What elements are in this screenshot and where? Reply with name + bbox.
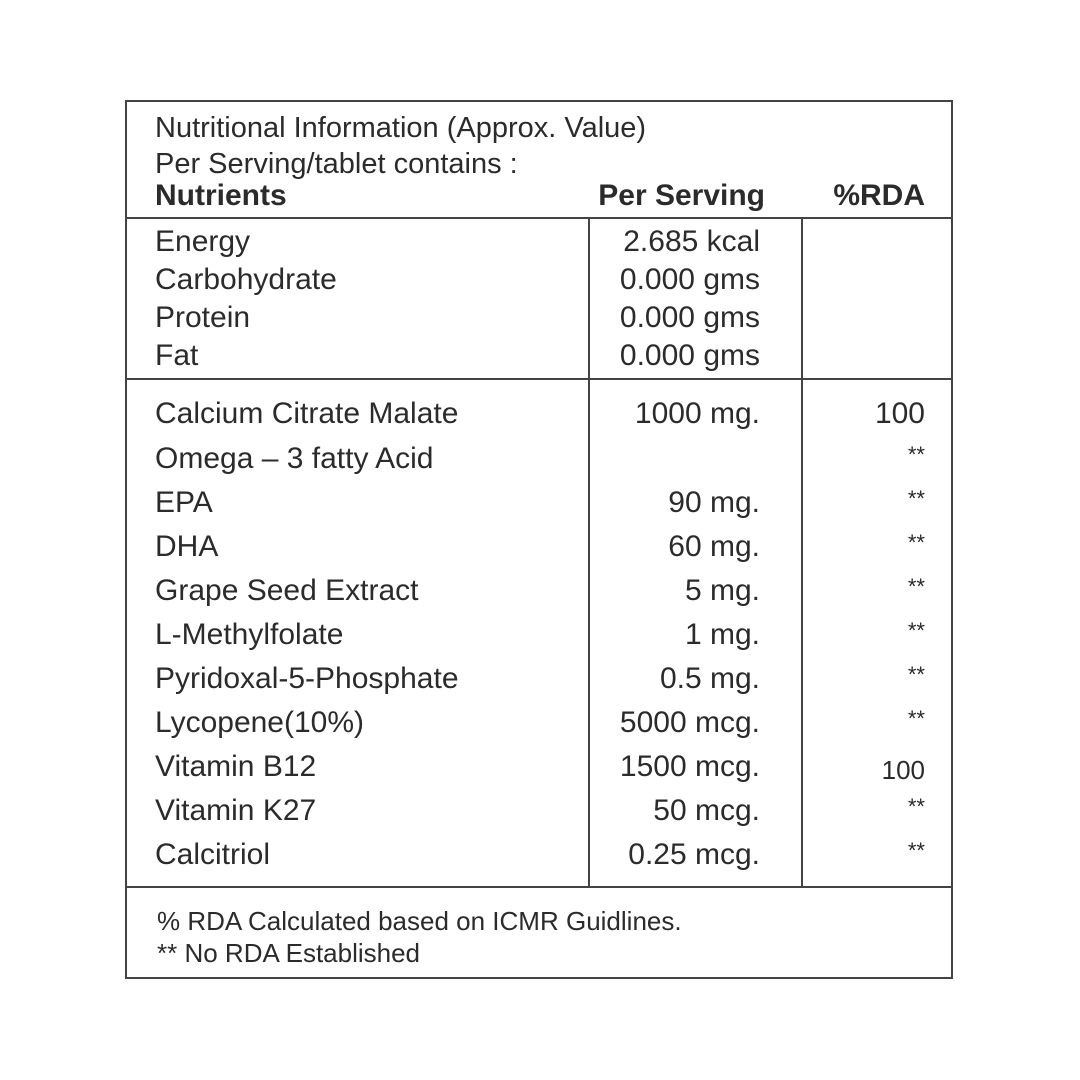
table-title: Nutritional Information (Approx. Value)	[155, 112, 647, 144]
row-rda-calcium-citrate-malate: 100	[874, 397, 925, 430]
row-value-protein: 0.000 gms	[619, 301, 760, 334]
column-divider-left	[588, 218, 590, 886]
row-rda-calcitriol: **	[907, 838, 925, 863]
row-value-lycopene: 5000 mcg.	[619, 706, 760, 739]
row-name-omega-3: Omega – 3 fatty Acid	[155, 442, 434, 475]
row-value-epa: 90 mg.	[668, 486, 760, 519]
footer-divider	[127, 886, 951, 888]
nutrition-table	[125, 100, 953, 979]
row-rda-vitamin-b12: 100	[881, 755, 925, 785]
row-value-carbohydrate: 0.000 gms	[619, 263, 760, 296]
row-value-vitamin-k27: 50 mcg.	[653, 794, 760, 827]
row-rda-epa: **	[907, 486, 925, 511]
row-value-calcitriol: 0.25 mcg.	[628, 838, 760, 871]
row-name-calcium-citrate-malate: Calcium Citrate Malate	[155, 397, 459, 430]
row-value-calcium-citrate-malate: 1000 mg.	[634, 397, 760, 430]
row-name-dha: DHA	[155, 530, 219, 563]
row-name-vitamin-b12: Vitamin B12	[155, 750, 317, 783]
row-name-calcitriol: Calcitriol	[155, 838, 271, 871]
row-name-carbohydrate: Carbohydrate	[155, 263, 337, 296]
row-name-pyridoxal-5-phosphate: Pyridoxal-5-Phosphate	[155, 662, 459, 695]
row-rda-lycopene: **	[907, 706, 925, 731]
row-value-pyridoxal-5-phosphate: 0.5 mg.	[659, 662, 760, 695]
row-name-l-methylfolate: L-Methylfolate	[155, 618, 344, 651]
row-name-vitamin-k27: Vitamin K27	[155, 794, 317, 827]
footer-note-rda-basis: % RDA Calculated based on ICMR Guidlines.	[157, 906, 682, 936]
column-header-rda: %RDA	[833, 179, 925, 212]
row-name-epa: EPA	[155, 486, 213, 519]
row-name-lycopene: Lycopene(10%)	[155, 706, 365, 739]
row-value-grape-seed-extract: 5 mg.	[684, 574, 760, 607]
row-value-l-methylfolate: 1 mg.	[684, 618, 760, 651]
row-rda-dha: **	[907, 530, 925, 555]
row-name-energy: Energy	[155, 225, 251, 258]
row-rda-vitamin-k27: **	[907, 794, 925, 819]
section-divider	[127, 378, 951, 380]
row-rda-omega-3: **	[907, 442, 925, 467]
row-name-grape-seed-extract: Grape Seed Extract	[155, 574, 419, 607]
footer-note-no-rda: ** No RDA Established	[157, 938, 421, 968]
row-rda-pyridoxal-5-phosphate: **	[907, 662, 925, 687]
column-header-per-serving: Per Serving	[598, 179, 765, 212]
column-divider-right	[801, 218, 803, 886]
row-rda-grape-seed-extract: **	[907, 574, 925, 599]
row-value-fat: 0.000 gms	[619, 339, 760, 372]
row-rda-l-methylfolate: **	[907, 618, 925, 643]
row-value-dha: 60 mg.	[668, 530, 760, 563]
row-name-protein: Protein	[155, 301, 251, 334]
row-name-fat: Fat	[155, 339, 199, 372]
table-subtitle: Per Serving/tablet contains :	[155, 148, 518, 180]
header-divider	[127, 217, 951, 219]
row-value-energy: 2.685 kcal	[623, 225, 760, 258]
row-value-vitamin-b12: 1500 mcg.	[619, 750, 760, 783]
column-header-nutrients: Nutrients	[155, 179, 287, 212]
